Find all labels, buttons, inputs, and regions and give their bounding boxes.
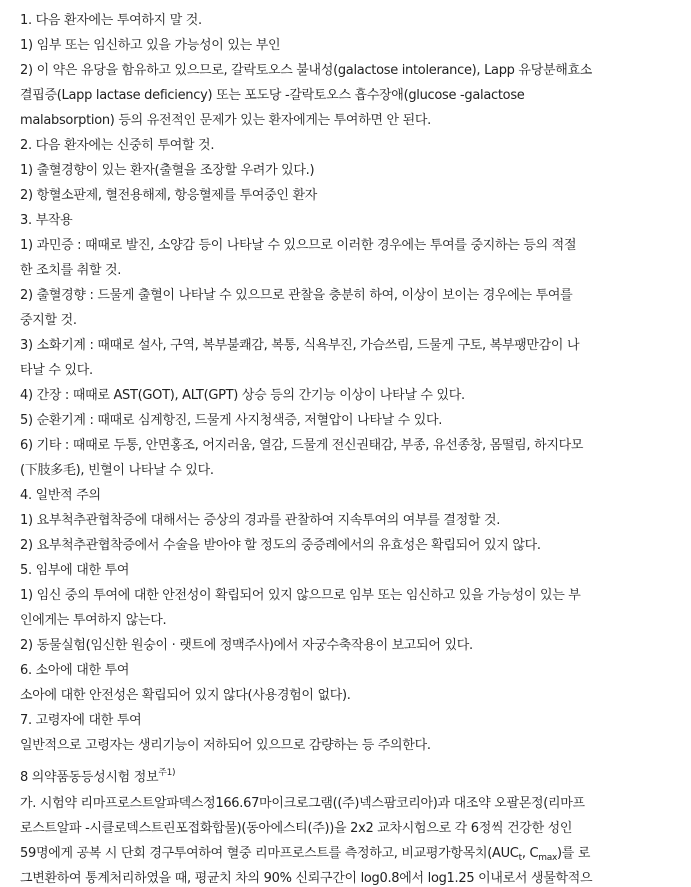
text-line: 결핍증(Lapp lactase deficiency) 또는 포도당 -갈락토오스 흡수장애(glucose -galactose (20, 88, 525, 103)
text-line: 타날 수 있다. (20, 363, 93, 378)
text-line: 가. 시험약 리마프로스트알파덱스정166.67마이크로그램((주)넥스팜코리아)과 대조약 오팔몬정(리마프 (20, 796, 585, 811)
text-line: 59명에게 공복 시 단회 경구투여하여 혈중 리마프로스트를 측정하고, 비교평가항목치($AUC_t$, $C_{max}$)를 로 (20, 846, 591, 863)
text-line: 소아에 대한 안전성은 확립되어 있지 않다(사용경험이 없다). (20, 688, 351, 703)
text-line: 1) 과민증 : 때때로 발진, 소양감 등이 나타날 수 있으므로 이러한 경우에는 투여를 중지하는 등의 적절 (20, 238, 577, 253)
text-line: 2) 항혈소판제, 혈전용해제, 항응혈제를 투여중인 환자 (20, 188, 317, 203)
section-heading: 1. 다음 환자에는 투여하지 말 것. (20, 13, 202, 28)
text-line: 5) 순환기계 : 때때로 심계항진, 드물게 사지청색증, 저혈압이 나타날 수 있다. (20, 413, 443, 428)
footnote-marker: 주1) (158, 768, 176, 778)
section-heading: 4. 일반적 주의 (20, 488, 101, 503)
text-line: 그변환하여 통계처리하였을 때, 평균치 차의 90% 신뢰구간이 log0.8에서 log1.25 이내로서 생물학적으 (20, 871, 593, 886)
text-line: 2) 요부척추관협착증에서 수술을 받아야 할 정도의 중증례에서의 유효성은 확립되어 있지 않다. (20, 538, 541, 553)
section-heading: 7. 고령자에 대한 투여 (20, 713, 142, 728)
text-line: 3) 소화기계 : 때때로 설사, 구역, 복부불쾌감, 복통, 식욕부진, 가슴쓰림, 드물게 구토, 복부팽만감이 나 (20, 338, 580, 353)
text-line: 중지할 것. (20, 313, 77, 328)
text-line: 1) 임신 중의 투여에 대한 안전성이 확립되어 있지 않으므로 임부 또는 임신하고 있을 가능성이 있는 부 (20, 588, 581, 603)
text-line: malabsorption) 등의 유전적인 문제가 있는 환자에게는 투여하면 안 된다. (20, 113, 431, 128)
section-heading: 6. 소아에 대한 투여 (20, 663, 130, 678)
text-line: 1) 임부 또는 임신하고 있을 가능성이 있는 부인 (20, 38, 281, 53)
text-line: (下肢多毛), 빈혈이 나타날 수 있다. (20, 463, 214, 478)
text-line: 2) 동물실험(임신한 원숭이 · 랫트에 정맥주사)에서 자궁수축작용이 보고되어 있다. (20, 638, 473, 653)
text-line: 1) 출혈경향이 있는 환자(출혈을 조장할 우려가 있다.) (20, 163, 315, 178)
text-line: 로스트알파 -시클로덱스트린포접화합물)(동아에스티(주))을 2x2 교차시험으로 각 6정씩 건강한 성인 (20, 821, 573, 836)
text-line: 4) 간장 : 때때로 AST(GOT), ALT(GPT) 상승 등의 간기능 이상이 나타날 수 있다. (20, 388, 465, 403)
section-heading: 3. 부작용 (20, 213, 73, 228)
text-line: 인에게는 투여하지 않는다. (20, 613, 167, 628)
section-heading: 2. 다음 환자에는 신중히 투여할 것. (20, 138, 215, 153)
text-line: 일반적으로 고령자는 생리기능이 저하되어 있으므로 감량하는 등 주의한다. (20, 738, 431, 753)
text-line: 한 조치를 취할 것. (20, 263, 122, 278)
text-line: 2) 이 약은 유당을 함유하고 있으므로, 갈락토오스 불내성(galactose intolerance), Lapp 유당분해효소 (20, 63, 592, 78)
section-heading: 5. 임부에 대한 투여 (20, 563, 130, 578)
text-line: 6) 기타 : 때때로 두통, 안면홍조, 어지러움, 열감, 드물게 전신권태감, 부종, 유선종창, 몸떨림, 하지다모 (20, 438, 584, 453)
section-8-title: 8 의약품동등성시험 정보$^{주1)}$ (20, 768, 176, 785)
text-line: 2) 출혈경향 : 드물게 출혈이 나타날 수 있으므로 관찰을 충분히 하여, 이상이 보이는 경우에는 투여를 (20, 288, 573, 303)
text-line: 1) 요부척추관협착증에 대해서는 증상의 경과를 관찰하여 지속투여의 여부를 결정할 것. (20, 513, 501, 528)
